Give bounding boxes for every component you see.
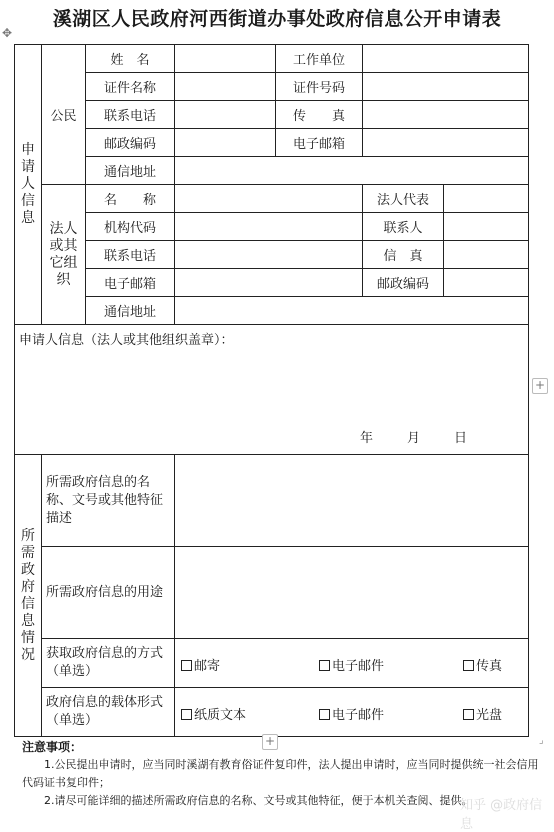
method-option-email[interactable]: 电子邮件 <box>319 655 384 674</box>
org-address-label: 通信地址 <box>86 297 175 325</box>
add-column-icon[interactable]: + <box>532 378 548 394</box>
info-usage-field[interactable] <box>175 547 529 639</box>
org-legal-rep-field[interactable] <box>444 185 529 213</box>
resize-handle-icon[interactable]: ⌟ <box>539 735 544 746</box>
checkbox-icon[interactable] <box>463 660 474 671</box>
citizen-fax-label: 传 真 <box>276 101 363 129</box>
section-applicant-info: 申 请 人 信 息 <box>15 45 42 325</box>
org-label: 法人 或其 它组 织 <box>42 185 86 325</box>
date-row <box>360 427 501 446</box>
info-description-label: 所需政府信息的名称、文号或其他特征描述 <box>42 455 175 547</box>
org-email-label: 电子邮箱 <box>86 269 175 297</box>
date-month: 月 <box>407 431 421 446</box>
citizen-id-name-label: 证件名称 <box>86 73 175 101</box>
citizen-name-label: 姓 名 <box>86 45 175 73</box>
date-year: 年 <box>360 431 374 446</box>
citizen-phone-label: 联系电话 <box>86 101 175 129</box>
citizen-id-number-field[interactable] <box>363 73 529 101</box>
citizen-postcode-field[interactable] <box>175 129 276 157</box>
citizen-name-field[interactable] <box>175 45 276 73</box>
add-row-icon[interactable]: + <box>262 734 278 750</box>
info-usage-label: 所需政府信息的用途 <box>42 547 175 639</box>
org-contact-label: 联系人 <box>363 213 444 241</box>
checkbox-icon[interactable] <box>181 709 192 720</box>
org-name-field[interactable] <box>175 185 363 213</box>
citizen-label: 公民 <box>42 45 86 185</box>
org-fax-label: 信 真 <box>363 241 444 269</box>
checkbox-icon[interactable] <box>319 660 330 671</box>
org-address-field[interactable] <box>175 297 529 325</box>
org-legal-rep-label: 法人代表 <box>363 185 444 213</box>
notes-heading: 注意事项： <box>22 740 83 754</box>
checkbox-icon[interactable] <box>319 709 330 720</box>
method-option-mail[interactable]: 邮寄 <box>181 655 220 674</box>
citizen-id-name-field[interactable] <box>175 73 276 101</box>
org-postcode-field[interactable] <box>444 269 529 297</box>
info-description-field[interactable] <box>175 455 529 547</box>
citizen-phone-field[interactable] <box>175 101 276 129</box>
watermark: 知乎 @政府信息 <box>460 798 543 832</box>
info-carrier-label: 政府信息的载体形式（单选） <box>42 688 175 737</box>
org-contact-field[interactable] <box>444 213 529 241</box>
citizen-email-label: 电子邮箱 <box>276 129 363 157</box>
citizen-work-unit-field[interactable] <box>363 45 529 73</box>
move-icon[interactable]: ✥ <box>1 26 13 40</box>
form-title: 溪湖区人民政府河西街道办事处政府信息公开申请表 <box>52 8 502 30</box>
info-method-options <box>175 639 529 688</box>
org-fax-field[interactable] <box>444 241 529 269</box>
org-phone-field[interactable] <box>175 241 363 269</box>
citizen-address-field[interactable] <box>175 157 529 185</box>
date-day: 日 <box>454 431 468 446</box>
seal-area[interactable] <box>15 325 529 455</box>
carrier-option-email[interactable]: 电子邮件 <box>319 704 384 723</box>
org-code-label: 机构代码 <box>86 213 175 241</box>
seal-label: 申请人信息（法人或其他组织盖章）： <box>19 333 234 348</box>
citizen-address-label: 通信地址 <box>86 157 175 185</box>
citizen-fax-field[interactable] <box>363 101 529 129</box>
citizen-email-field[interactable] <box>363 129 529 157</box>
section-required-info: 所 需 政 府 信 息 情 况 <box>15 455 42 737</box>
info-method-label: 获取政府信息的方式（单选） <box>42 639 175 688</box>
org-name-label: 名 称 <box>86 185 175 213</box>
org-code-field[interactable] <box>175 213 363 241</box>
method-option-fax[interactable]: 传真 <box>463 655 502 674</box>
org-phone-label: 联系电话 <box>86 241 175 269</box>
carrier-option-disc[interactable]: 光盘 <box>463 704 502 723</box>
citizen-work-unit-label: 工作单位 <box>276 45 363 73</box>
info-carrier-options <box>175 688 529 737</box>
org-email-field[interactable] <box>175 269 363 297</box>
citizen-id-number-label: 证件号码 <box>276 73 363 101</box>
notes-line-2: 2.请尽可能详细的描述所需政府信息的名称、文号或其他特征，便于本机关查阅、提供。 <box>44 794 473 807</box>
org-postcode-label: 邮政编码 <box>363 269 444 297</box>
checkbox-icon[interactable] <box>463 709 474 720</box>
citizen-postcode-label: 邮政编码 <box>86 129 175 157</box>
notes-line-1: 1.公民提出申请时，应当同时溪湖有教育俗证件复印件，法人提出申请时，应当同时提供统一社会信用代码证书复印件； <box>22 758 539 789</box>
carrier-option-paper[interactable]: 纸质文本 <box>181 704 246 723</box>
checkbox-icon[interactable] <box>181 660 192 671</box>
application-form-table <box>14 44 529 737</box>
